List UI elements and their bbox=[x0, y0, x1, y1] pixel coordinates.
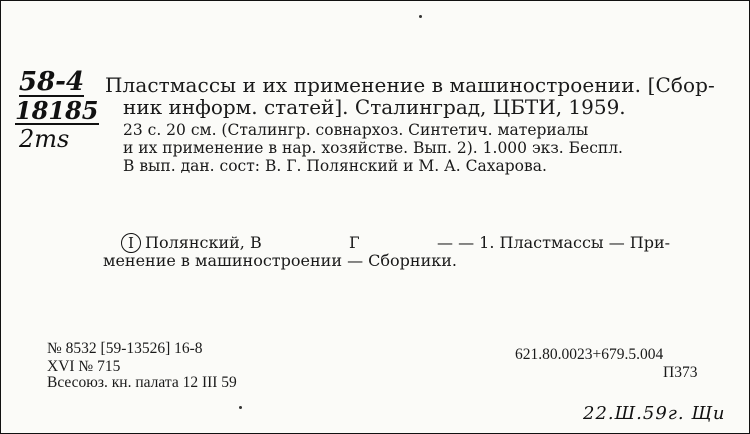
footer-code: П373 bbox=[663, 364, 698, 381]
tracing-initial: Г bbox=[349, 233, 360, 252]
tracing-author: Полянский, В bbox=[145, 233, 262, 252]
footer-chamber-line: Всесоюз. кн. палата 12 III 59 bbox=[47, 374, 237, 391]
tracing-marker: I bbox=[121, 233, 141, 253]
tracing-line-1 bbox=[121, 233, 262, 253]
footer-number-line: № 8532 [59-13526] 16-8 bbox=[47, 340, 203, 357]
entry-title-line-2: ник информ. статей]. Сталинград, ЦБТИ, 1959. bbox=[123, 95, 626, 119]
tracing-subject: — — 1. Пластмассы — При- bbox=[437, 233, 671, 252]
entry-description-line-4: и их применение в нар. хозяйстве. Вып. 2). 1.000 экз. Беспл. bbox=[123, 139, 623, 157]
entry-title-line-1: Пластмассы и их применение в машиностроении. [Сбор- bbox=[105, 73, 715, 97]
entry-description-line-5: В вып. дан. сост: В. Г. Полянский и М. А. Сахарова. bbox=[123, 157, 547, 175]
handwritten-call-number-bottom: 2ms bbox=[19, 125, 70, 153]
footer-udc: 621.80.0023+679.5.004 bbox=[515, 346, 664, 363]
entry-description-line-3: 23 с. 20 см. (Сталингр. совнархоз. Синтетич. материалы bbox=[123, 121, 589, 139]
tracing-line-2: менение в машиностроении — Сборники. bbox=[103, 251, 457, 270]
footer-series-line: XVI № 715 bbox=[47, 358, 121, 375]
handwritten-call-number-mid: 18185 bbox=[15, 96, 99, 125]
scan-speck bbox=[419, 15, 422, 18]
handwritten-call-number-top: 58-4 bbox=[19, 67, 85, 97]
handwritten-date-note: 22.Ш.59г. Щи bbox=[583, 403, 726, 424]
scan-speck bbox=[239, 406, 242, 409]
